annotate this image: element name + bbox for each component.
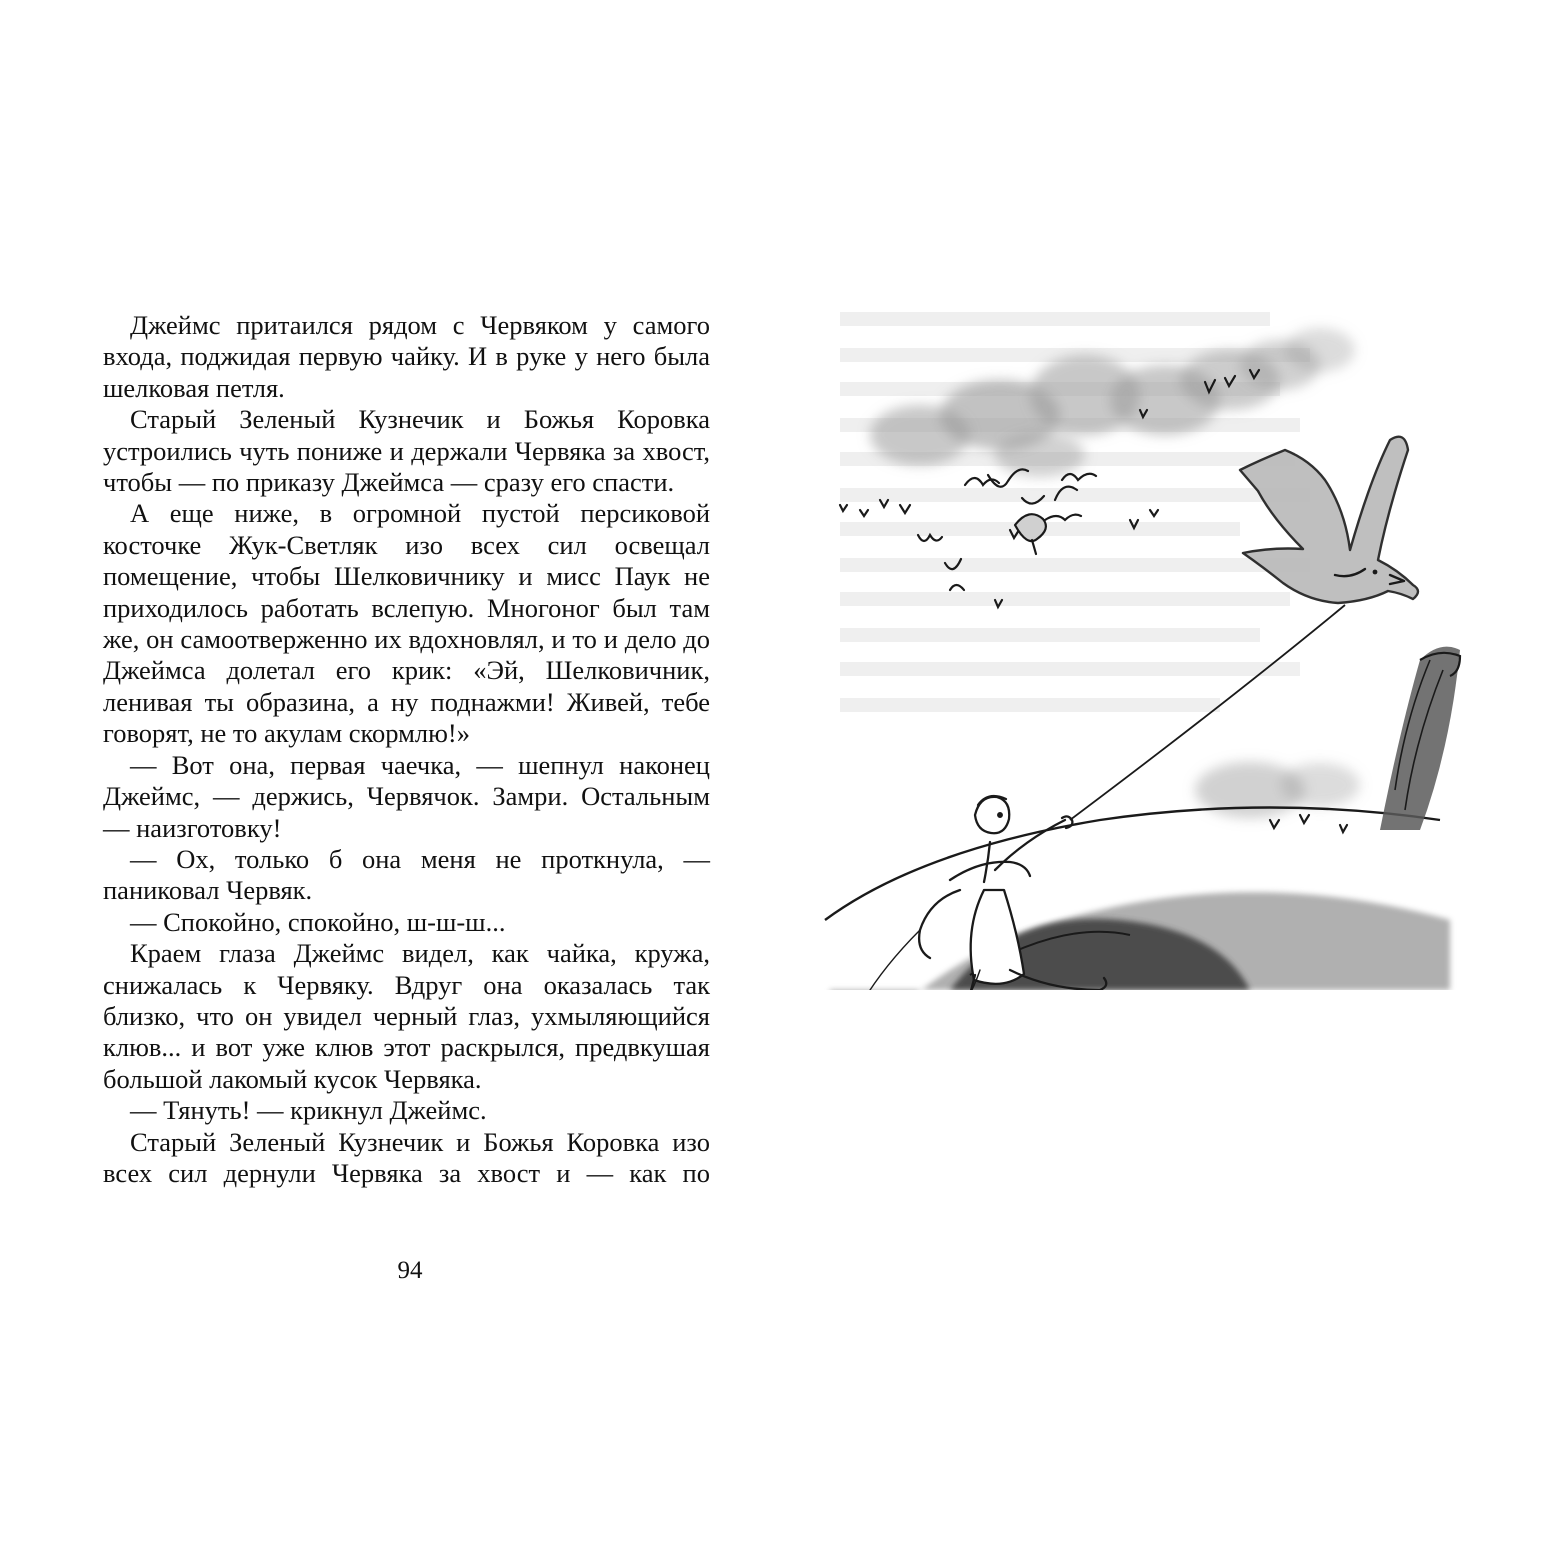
paragraph: — Вот она, первая чаечка, — шепнул наконец Джеймс, — держись, Червячок. Замри. Остальным — наизготовку! [103, 749, 710, 843]
page-number: 94 [397, 1257, 423, 1284]
paragraph: А еще ниже, в огромной пустой персиковой косточке Жук-Светляк изо всех сил освещал помещение, чтобы Шелковичнику и мисс Паук не приходилось работать вслепую. Многоног был там же, он самоотверженно их вдохновлял, и то и дело до Джеймса долетал его крик: «Эй, Шелковичник, ленивая ты образина, а ну поднажми! Живей, тебе говорят, не то акулам скормлю!» [103, 498, 710, 749]
paragraph: — Спокойно, спокойно, ш-ш-ш... [130, 906, 506, 937]
paragraph: Джеймс притаился рядом с Червяком у самого входа, поджидая первую чайку. И в руке у него была шелковая петля. [103, 310, 710, 403]
large-seagull [1240, 437, 1418, 603]
paragraph: Старый Зеленый Кузнечик и Божья Коровка устроились чуть пониже и держали Червяка за хвост, чтобы — по приказу Джеймса — сразу его спасти. [103, 404, 710, 498]
boy-with-seagull-illustration [800, 230, 1520, 990]
paragraph: — Тянуть! — крикнул Джеймс. [130, 1095, 487, 1126]
paragraph-continued: Старый Зеленый Кузнечик и Божья Коровка изо всех сил дернули Червяка за хвост и — как по [103, 1126, 710, 1188]
text-column [103, 310, 710, 1189]
peach-stem [1380, 647, 1460, 830]
paragraph: — Ох, только б она меня не проткнула, — паниковал Червяк. [103, 843, 710, 906]
giant-peach-surface [825, 808, 1450, 991]
paragraph: Краем глаза Джеймс видел, как чайка, кружа, снижалась к Червяку. Вдруг она оказалась так близко, что он увидел черный глаз, ухмыляющийся клюв... и вот уже клюв этот раскрылся, предвкушая большой лакомый кусок Червяка. [103, 938, 710, 1094]
